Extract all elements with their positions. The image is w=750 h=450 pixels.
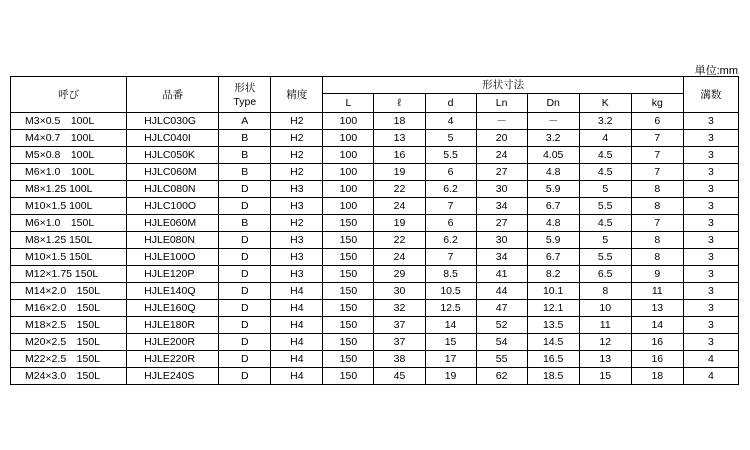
cell-part-no: HJLC080N <box>127 181 219 198</box>
table-body <box>11 113 739 385</box>
cell-l: 19 <box>374 215 425 232</box>
cell-d: 6 <box>425 215 476 232</box>
table-row <box>11 198 739 215</box>
cell-nominal: M8×1.25 150L <box>11 232 127 249</box>
table-row <box>11 215 739 232</box>
cell-Dn: 3.2 <box>527 130 579 147</box>
cell-d: 7 <box>425 249 476 266</box>
cell-part-no: HJLE220R <box>127 351 219 368</box>
cell-part-no: HJLE200R <box>127 334 219 351</box>
cell-d: 8.5 <box>425 266 476 283</box>
cell-Ln: 34 <box>476 249 527 266</box>
spec-table <box>10 76 739 385</box>
table-row <box>11 317 739 334</box>
cell-kg: 7 <box>631 215 683 232</box>
cell-Ln: 54 <box>476 334 527 351</box>
cell-L: 150 <box>323 266 374 283</box>
header-shape-type: Type <box>233 95 257 108</box>
cell-part-no: HJLE240S <box>127 368 219 385</box>
cell-accuracy: H3 <box>271 249 323 266</box>
cell-nominal: M24×3.0 150L <box>11 368 127 385</box>
cell-grooves: 3 <box>683 215 738 232</box>
cell-grooves: 3 <box>683 317 738 334</box>
cell-Dn: 16.5 <box>527 351 579 368</box>
cell-accuracy: H3 <box>271 266 323 283</box>
cell-nominal: M6×1.0 100L <box>11 164 127 181</box>
cell-Ln: 20 <box>476 130 527 147</box>
cell-shape: B <box>219 164 271 181</box>
table-row <box>11 368 739 385</box>
cell-K: 5 <box>579 232 631 249</box>
cell-K: 5.5 <box>579 198 631 215</box>
cell-K: 11 <box>579 317 631 334</box>
cell-kg: 13 <box>631 300 683 317</box>
cell-l: 29 <box>374 266 425 283</box>
cell-Dn: 18.5 <box>527 368 579 385</box>
cell-kg: 8 <box>631 198 683 215</box>
cell-Dn: 13.5 <box>527 317 579 334</box>
cell-l: 37 <box>374 317 425 334</box>
cell-L: 100 <box>323 130 374 147</box>
cell-nominal: M20×2.5 150L <box>11 334 127 351</box>
cell-L: 100 <box>323 147 374 164</box>
cell-d: 6.2 <box>425 181 476 198</box>
cell-accuracy: H2 <box>271 130 323 147</box>
cell-Dn: 12.1 <box>527 300 579 317</box>
cell-part-no: HJLC060M <box>127 164 219 181</box>
header-dim-l: ℓ <box>374 94 425 113</box>
cell-kg: 9 <box>631 266 683 283</box>
cell-nominal: M6×1.0 150L <box>11 215 127 232</box>
cell-l: 30 <box>374 283 425 300</box>
cell-Ln: 62 <box>476 368 527 385</box>
cell-part-no: HJLC050K <box>127 147 219 164</box>
cell-l: 37 <box>374 334 425 351</box>
cell-shape: B <box>219 130 271 147</box>
cell-grooves: 3 <box>683 130 738 147</box>
table-row <box>11 283 739 300</box>
table-row <box>11 130 739 147</box>
cell-L: 150 <box>323 334 374 351</box>
cell-Ln: 47 <box>476 300 527 317</box>
cell-L: 150 <box>323 368 374 385</box>
cell-Ln: 41 <box>476 266 527 283</box>
cell-accuracy: H4 <box>271 368 323 385</box>
cell-nominal: M22×2.5 150L <box>11 351 127 368</box>
cell-Ln: 24 <box>476 147 527 164</box>
header-shape <box>219 77 271 113</box>
cell-Dn: － <box>527 113 579 130</box>
cell-nominal: M12×1.75 150L <box>11 266 127 283</box>
cell-Ln: 27 <box>476 164 527 181</box>
table-row <box>11 147 739 164</box>
header-dim-Dn: Dn <box>527 94 579 113</box>
cell-l: 19 <box>374 164 425 181</box>
header-grooves: 溝数 <box>683 77 738 113</box>
cell-L: 150 <box>323 300 374 317</box>
cell-d: 15 <box>425 334 476 351</box>
table-row <box>11 249 739 266</box>
cell-l: 24 <box>374 249 425 266</box>
cell-d: 14 <box>425 317 476 334</box>
cell-grooves: 3 <box>683 249 738 266</box>
cell-shape: D <box>219 198 271 215</box>
cell-shape: B <box>219 215 271 232</box>
cell-l: 38 <box>374 351 425 368</box>
cell-grooves: 4 <box>683 368 738 385</box>
header-accuracy: 精度 <box>271 77 323 113</box>
cell-d: 6.2 <box>425 232 476 249</box>
cell-kg: 8 <box>631 181 683 198</box>
cell-l: 18 <box>374 113 425 130</box>
cell-accuracy: H2 <box>271 113 323 130</box>
cell-grooves: 3 <box>683 113 738 130</box>
cell-shape: B <box>219 147 271 164</box>
cell-nominal: M4×0.7 100L <box>11 130 127 147</box>
cell-grooves: 3 <box>683 334 738 351</box>
cell-shape: D <box>219 249 271 266</box>
cell-d: 12.5 <box>425 300 476 317</box>
cell-Dn: 8.2 <box>527 266 579 283</box>
cell-kg: 7 <box>631 164 683 181</box>
unit-label: 単位:mm <box>694 65 738 77</box>
table-row <box>11 181 739 198</box>
cell-shape: D <box>219 351 271 368</box>
cell-accuracy: H3 <box>271 181 323 198</box>
cell-grooves: 3 <box>683 266 738 283</box>
cell-K: 3.2 <box>579 113 631 130</box>
cell-part-no: HJLC030G <box>127 113 219 130</box>
cell-grooves: 3 <box>683 232 738 249</box>
cell-d: 19 <box>425 368 476 385</box>
cell-shape: D <box>219 368 271 385</box>
cell-part-no: HJLE180R <box>127 317 219 334</box>
header-nominal: 呼び <box>11 77 127 113</box>
cell-shape: D <box>219 317 271 334</box>
cell-d: 10.5 <box>425 283 476 300</box>
cell-K: 12 <box>579 334 631 351</box>
cell-grooves: 3 <box>683 300 738 317</box>
header-dim-d: d <box>425 94 476 113</box>
cell-L: 100 <box>323 164 374 181</box>
cell-part-no: HJLE120P <box>127 266 219 283</box>
cell-accuracy: H4 <box>271 317 323 334</box>
cell-K: 10 <box>579 300 631 317</box>
cell-shape: D <box>219 334 271 351</box>
cell-shape: D <box>219 266 271 283</box>
cell-K: 13 <box>579 351 631 368</box>
cell-part-no: HJLC100O <box>127 198 219 215</box>
cell-nominal: M8×1.25 100L <box>11 181 127 198</box>
cell-part-no: HJLE100O <box>127 249 219 266</box>
cell-Ln: 30 <box>476 232 527 249</box>
table-row <box>11 300 739 317</box>
cell-kg: 16 <box>631 351 683 368</box>
cell-nominal: M10×1.5 100L <box>11 198 127 215</box>
table-row <box>11 351 739 368</box>
cell-l: 16 <box>374 147 425 164</box>
cell-kg: 14 <box>631 317 683 334</box>
cell-K: 5.5 <box>579 249 631 266</box>
cell-nominal: M3×0.5 100L <box>11 113 127 130</box>
cell-grooves: 3 <box>683 283 738 300</box>
cell-K: 4.5 <box>579 215 631 232</box>
cell-Dn: 4.8 <box>527 164 579 181</box>
table-row <box>11 266 739 283</box>
table-row <box>11 164 739 181</box>
cell-kg: 7 <box>631 147 683 164</box>
cell-kg: 16 <box>631 334 683 351</box>
cell-K: 6.5 <box>579 266 631 283</box>
cell-grooves: 4 <box>683 351 738 368</box>
cell-grooves: 3 <box>683 198 738 215</box>
cell-nominal: M14×2.0 150L <box>11 283 127 300</box>
table-row <box>11 334 739 351</box>
cell-kg: 18 <box>631 368 683 385</box>
cell-K: 15 <box>579 368 631 385</box>
cell-part-no: HJLE140Q <box>127 283 219 300</box>
cell-part-no: HJLE160Q <box>127 300 219 317</box>
cell-l: 32 <box>374 300 425 317</box>
cell-nominal: M16×2.0 150L <box>11 300 127 317</box>
cell-L: 150 <box>323 232 374 249</box>
cell-kg: 8 <box>631 232 683 249</box>
cell-l: 22 <box>374 232 425 249</box>
cell-l: 13 <box>374 130 425 147</box>
cell-nominal: M10×1.5 150L <box>11 249 127 266</box>
cell-Dn: 5.9 <box>527 232 579 249</box>
cell-L: 100 <box>323 198 374 215</box>
header-shape-jp: 形状 <box>234 81 256 94</box>
table-row <box>11 113 739 130</box>
cell-Ln: 55 <box>476 351 527 368</box>
cell-l: 45 <box>374 368 425 385</box>
cell-Dn: 14.5 <box>527 334 579 351</box>
header-dim-L: L <box>323 94 374 113</box>
cell-shape: A <box>219 113 271 130</box>
cell-grooves: 3 <box>683 181 738 198</box>
cell-kg: 11 <box>631 283 683 300</box>
cell-K: 8 <box>579 283 631 300</box>
cell-L: 150 <box>323 317 374 334</box>
header-dimensions: 形状寸法 <box>323 77 683 94</box>
cell-accuracy: H2 <box>271 147 323 164</box>
cell-grooves: 3 <box>683 147 738 164</box>
cell-d: 17 <box>425 351 476 368</box>
cell-L: 150 <box>323 249 374 266</box>
cell-K: 4.5 <box>579 164 631 181</box>
cell-L: 100 <box>323 113 374 130</box>
cell-accuracy: H2 <box>271 215 323 232</box>
cell-Dn: 5.9 <box>527 181 579 198</box>
cell-accuracy: H3 <box>271 232 323 249</box>
cell-l: 22 <box>374 181 425 198</box>
cell-K: 4.5 <box>579 147 631 164</box>
cell-L: 150 <box>323 283 374 300</box>
cell-Ln: 52 <box>476 317 527 334</box>
cell-kg: 8 <box>631 249 683 266</box>
cell-L: 150 <box>323 351 374 368</box>
cell-Ln: 30 <box>476 181 527 198</box>
cell-K: 4 <box>579 130 631 147</box>
cell-L: 100 <box>323 181 374 198</box>
cell-grooves: 3 <box>683 164 738 181</box>
cell-L: 150 <box>323 215 374 232</box>
cell-l: 24 <box>374 198 425 215</box>
cell-part-no: HJLE060M <box>127 215 219 232</box>
cell-part-no: HJLC040I <box>127 130 219 147</box>
cell-Ln: － <box>476 113 527 130</box>
header-dim-K: K <box>579 94 631 113</box>
cell-shape: D <box>219 181 271 198</box>
cell-Dn: 4.05 <box>527 147 579 164</box>
cell-d: 5.5 <box>425 147 476 164</box>
cell-part-no: HJLE080N <box>127 232 219 249</box>
cell-d: 7 <box>425 198 476 215</box>
cell-shape: D <box>219 300 271 317</box>
cell-Ln: 34 <box>476 198 527 215</box>
cell-shape: D <box>219 283 271 300</box>
cell-Dn: 10.1 <box>527 283 579 300</box>
cell-shape: D <box>219 232 271 249</box>
cell-kg: 6 <box>631 113 683 130</box>
cell-Dn: 6.7 <box>527 249 579 266</box>
cell-accuracy: H3 <box>271 198 323 215</box>
cell-accuracy: H4 <box>271 351 323 368</box>
cell-kg: 7 <box>631 130 683 147</box>
cell-K: 5 <box>579 181 631 198</box>
cell-d: 6 <box>425 164 476 181</box>
cell-d: 4 <box>425 113 476 130</box>
cell-accuracy: H4 <box>271 300 323 317</box>
header-part-no: 品番 <box>127 77 219 113</box>
cell-Ln: 44 <box>476 283 527 300</box>
table-row <box>11 232 739 249</box>
cell-d: 5 <box>425 130 476 147</box>
cell-Dn: 4.8 <box>527 215 579 232</box>
cell-accuracy: H4 <box>271 283 323 300</box>
cell-Ln: 27 <box>476 215 527 232</box>
cell-Dn: 6.7 <box>527 198 579 215</box>
cell-accuracy: H4 <box>271 334 323 351</box>
header-dim-kg: kg <box>631 94 683 113</box>
header-dim-Ln: Ln <box>476 94 527 113</box>
cell-nominal: M18×2.5 150L <box>11 317 127 334</box>
cell-nominal: M5×0.8 100L <box>11 147 127 164</box>
cell-accuracy: H2 <box>271 164 323 181</box>
